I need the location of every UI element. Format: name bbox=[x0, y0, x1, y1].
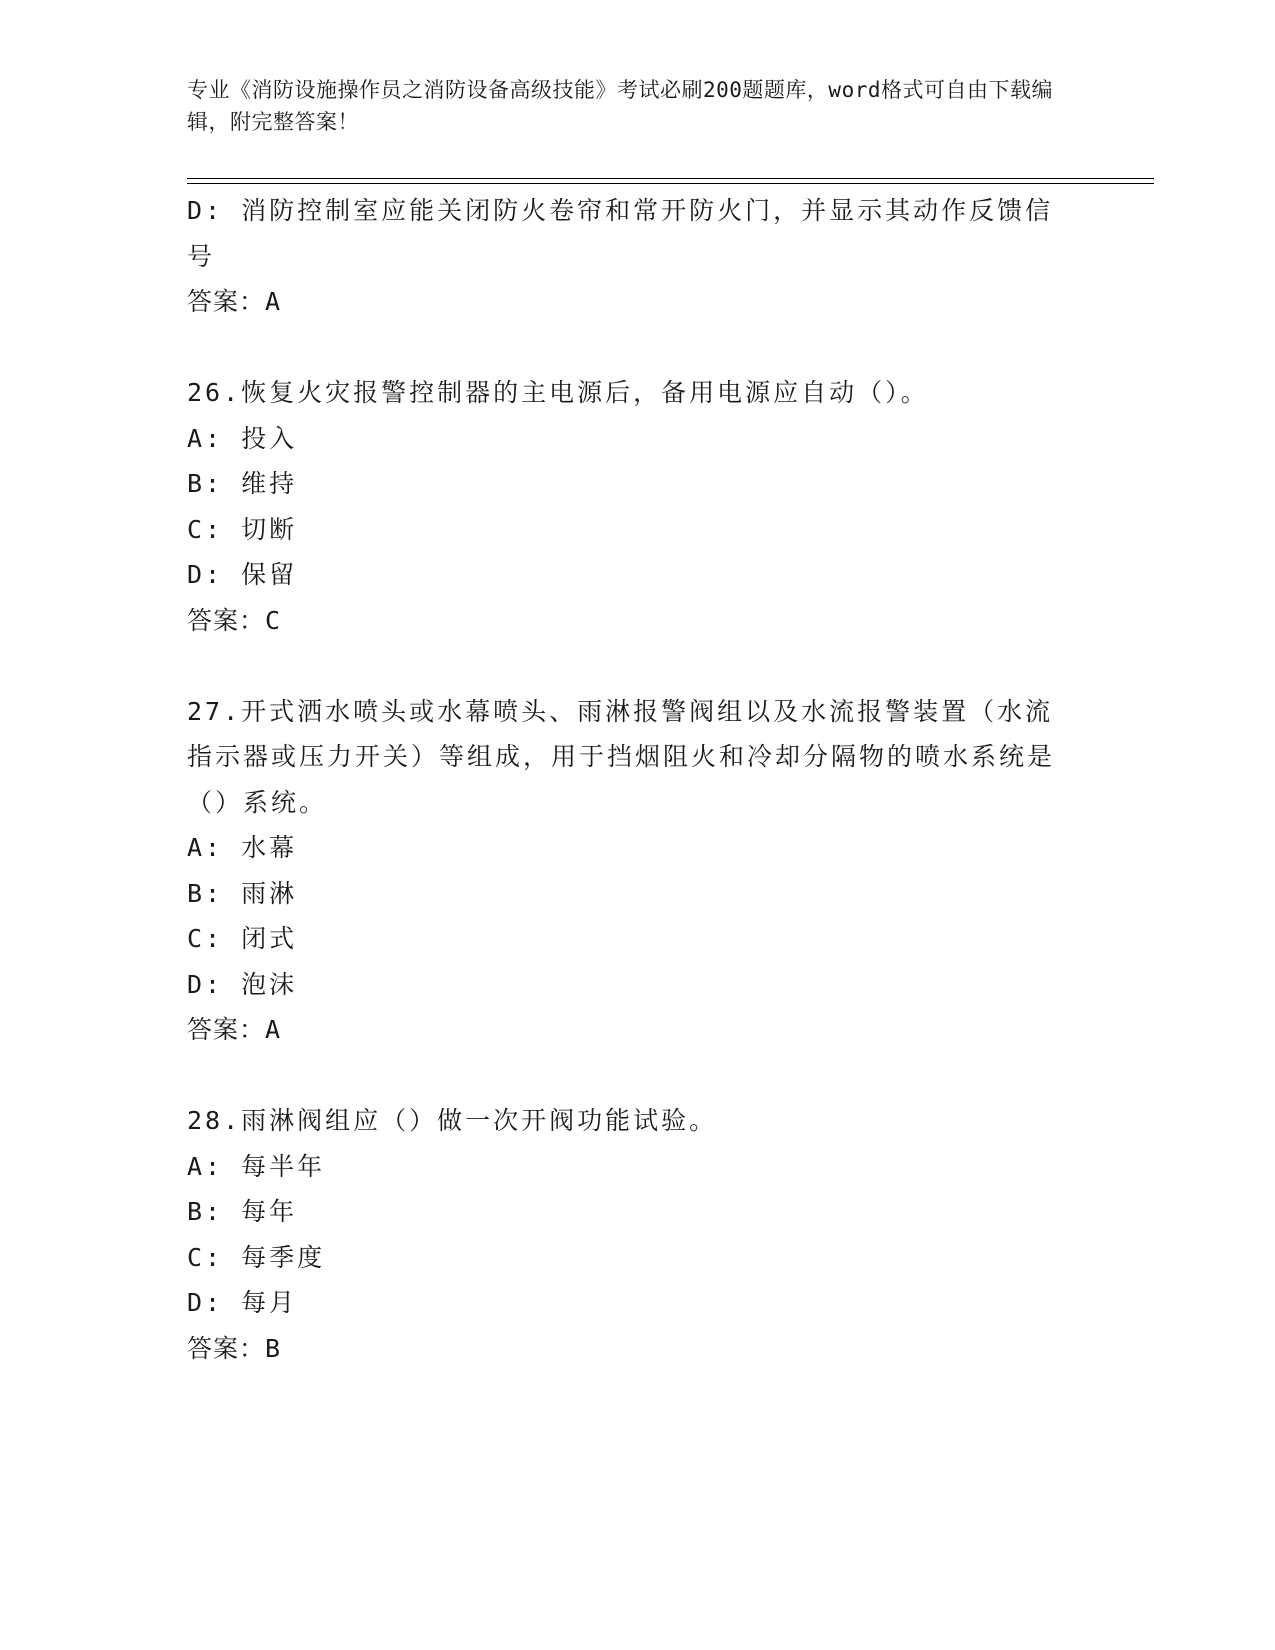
question-28 bbox=[187, 1098, 1067, 1371]
spacer bbox=[187, 1053, 1067, 1099]
answer: 答案：C bbox=[187, 605, 282, 635]
spacer bbox=[187, 643, 1067, 689]
header-divider-bottom bbox=[187, 183, 1154, 184]
question-content bbox=[187, 188, 1067, 1371]
spacer bbox=[187, 325, 1067, 371]
option-b: B: 维持 bbox=[187, 469, 298, 498]
option-d: D: 消防控制室应能关闭防火卷帘和常开防火门，并显示其动作反馈信号 bbox=[187, 196, 1054, 271]
question-stem: 26.恢复火灾报警控制器的主电源后，备用电源应自动（）。 bbox=[187, 378, 929, 407]
option-b: B: 每年 bbox=[187, 1197, 298, 1226]
option-b: B: 雨淋 bbox=[187, 878, 298, 908]
page-header: 专业《消防设施操作员之消防设备高级技能》考试必刷200题题库，word格式可自由下载编辑，附完整答案！ bbox=[187, 78, 1053, 134]
question-26 bbox=[187, 370, 1067, 643]
question-25-tail bbox=[187, 188, 1067, 325]
answer: 答案：B bbox=[187, 1333, 282, 1363]
question-stem: 28.雨淋阀组应（）做一次开阀功能试验。 bbox=[187, 1106, 718, 1135]
option-a: A: 水幕 bbox=[187, 833, 298, 862]
option-c: C: 每季度 bbox=[187, 1242, 326, 1272]
option-c: C: 切断 bbox=[187, 514, 298, 544]
option-a: A: 投入 bbox=[187, 423, 298, 453]
option-a: A: 每半年 bbox=[187, 1151, 326, 1181]
option-d: D: 保留 bbox=[187, 560, 298, 589]
question-stem: 27.开式洒水喷头或水幕喷头、雨淋报警阀组以及水流报警装置（水流指示器或压力开关）等组成，用于挡烟阻火和冷却分隔物的喷水系统是（）系统。 bbox=[187, 696, 1056, 817]
option-d: D: 泡沫 bbox=[187, 969, 298, 999]
answer: 答案：A bbox=[187, 1015, 282, 1044]
answer: 答案：A bbox=[187, 287, 282, 316]
header-divider-top bbox=[187, 178, 1154, 179]
question-27 bbox=[187, 689, 1067, 1053]
option-c: C: 闭式 bbox=[187, 924, 298, 953]
option-d: D: 每月 bbox=[187, 1288, 298, 1317]
